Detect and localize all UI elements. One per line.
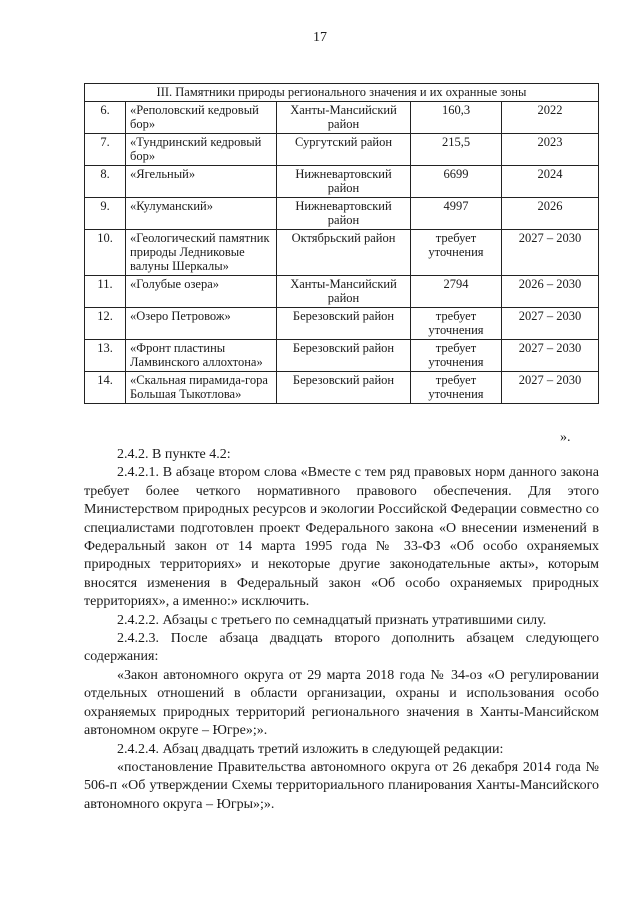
table-row: [85, 102, 599, 134]
table-row: [85, 230, 599, 276]
district: Ханты-Мансийский район: [277, 102, 411, 134]
monument-name: «Голубые озера»: [126, 276, 277, 308]
area: 4997: [411, 198, 502, 230]
page-number: 17: [313, 30, 327, 45]
table-closing-quote: ».: [560, 430, 571, 445]
area: требует уточнения: [411, 340, 502, 372]
year: 2027 – 2030: [502, 230, 599, 276]
table-row: [85, 134, 599, 166]
monument-name: «Скальная пирамида-гора Большая Тыкотлова»: [126, 372, 277, 404]
monument-name: «Озеро Петровож»: [126, 308, 277, 340]
table-row: [85, 340, 599, 372]
district: Нижневартовский район: [277, 198, 411, 230]
district: Октябрьский район: [277, 230, 411, 276]
area: 2794: [411, 276, 502, 308]
row-number: 12.: [85, 308, 126, 340]
row-number: 6.: [85, 102, 126, 134]
table-row: [85, 198, 599, 230]
district: Березовский район: [277, 372, 411, 404]
monument-name: «Фронт пластины Ламвинского аллохтона»: [126, 340, 277, 372]
row-number: 9.: [85, 198, 126, 230]
paragraph: 2.4.2.2. Абзацы с третьего по семнадцатый признать утратившими силу.: [117, 612, 547, 628]
paragraph: «постановление Правительства автономного округа от 26 декабря 2014 года № 506-п «Об утверждении Схемы территориального планирования Ханты-Мансийского автономного округа – Югры»;».: [84, 759, 599, 812]
monument-name: «Реполовский кедровый бор»: [126, 102, 277, 134]
row-number: 13.: [85, 340, 126, 372]
district: Ханты-Мансийский район: [277, 276, 411, 308]
paragraph: 2.4.2.1. В абзаце втором слова «Вместе с тем ряд правовых норм данного закона требует более четкого нормативного правового обеспечения. Для этого Министерством природных ресурсов и экологии Российской Федерации совместно со специалистами подготовлен проект Федерального закона «О внесении изменений в Федеральный закон от 14 марта 1995 года № 33-ФЗ «Об особо охраняемых природных территориях» и некоторые другие законодательные акты», которым вносятся изменения в Федеральный закон «Об особо охраняемых природных территориях», а именно:» исключить.: [84, 465, 599, 610]
table-section-row: [85, 84, 599, 102]
row-number: 11.: [85, 276, 126, 308]
year: 2023: [502, 134, 599, 166]
table-row: [85, 372, 599, 404]
amendment-text: [84, 446, 599, 814]
district: Березовский район: [277, 340, 411, 372]
area: требует уточнения: [411, 230, 502, 276]
paragraph: 2.4.2.3. После абзаца двадцать второго дополнить абзацем следующего содержания:: [84, 631, 599, 665]
area: 215,5: [411, 134, 502, 166]
table-section-title: III. Памятники природы регионального значения и их охранные зоны: [85, 84, 599, 102]
monument-name: «Кулуманский»: [126, 198, 277, 230]
monument-name: «Геологический памятник природы Ледниковые валуны Шеркалы»: [126, 230, 277, 276]
year: 2024: [502, 166, 599, 198]
table-row: [85, 166, 599, 198]
area: 160,3: [411, 102, 502, 134]
district: Сургутский район: [277, 134, 411, 166]
area: требует уточнения: [411, 308, 502, 340]
table-row: [85, 308, 599, 340]
year: 2026 – 2030: [502, 276, 599, 308]
paragraph: 2.4.2.4. Абзац двадцать третий изложить в следующей редакции:: [117, 741, 504, 757]
district: Нижневартовский район: [277, 166, 411, 198]
district: Березовский район: [277, 308, 411, 340]
year: 2027 – 2030: [502, 340, 599, 372]
year: 2027 – 2030: [502, 308, 599, 340]
year: 2026: [502, 198, 599, 230]
monument-name: «Тундринский кедровый бор»: [126, 134, 277, 166]
table-row: [85, 276, 599, 308]
row-number: 14.: [85, 372, 126, 404]
year: 2022: [502, 102, 599, 134]
monument-name: «Ягельный»: [126, 166, 277, 198]
paragraph: 2.4.2. В пункте 4.2:: [117, 447, 231, 462]
row-number: 10.: [85, 230, 126, 276]
year: 2027 – 2030: [502, 372, 599, 404]
row-number: 8.: [85, 166, 126, 198]
area: требует уточнения: [411, 372, 502, 404]
paragraph: «Закон автономного округа от 29 марта 2018 года № 34-оз «О регулировании отдельных отношений в области организации, охраны и использования особо охраняемых природных территорий регионального значения в Ханты-Мансийском автономном округе – Югре»;».: [84, 667, 599, 739]
row-number: 7.: [85, 134, 126, 166]
natural-monuments-table: [84, 83, 599, 404]
area: 6699: [411, 166, 502, 198]
